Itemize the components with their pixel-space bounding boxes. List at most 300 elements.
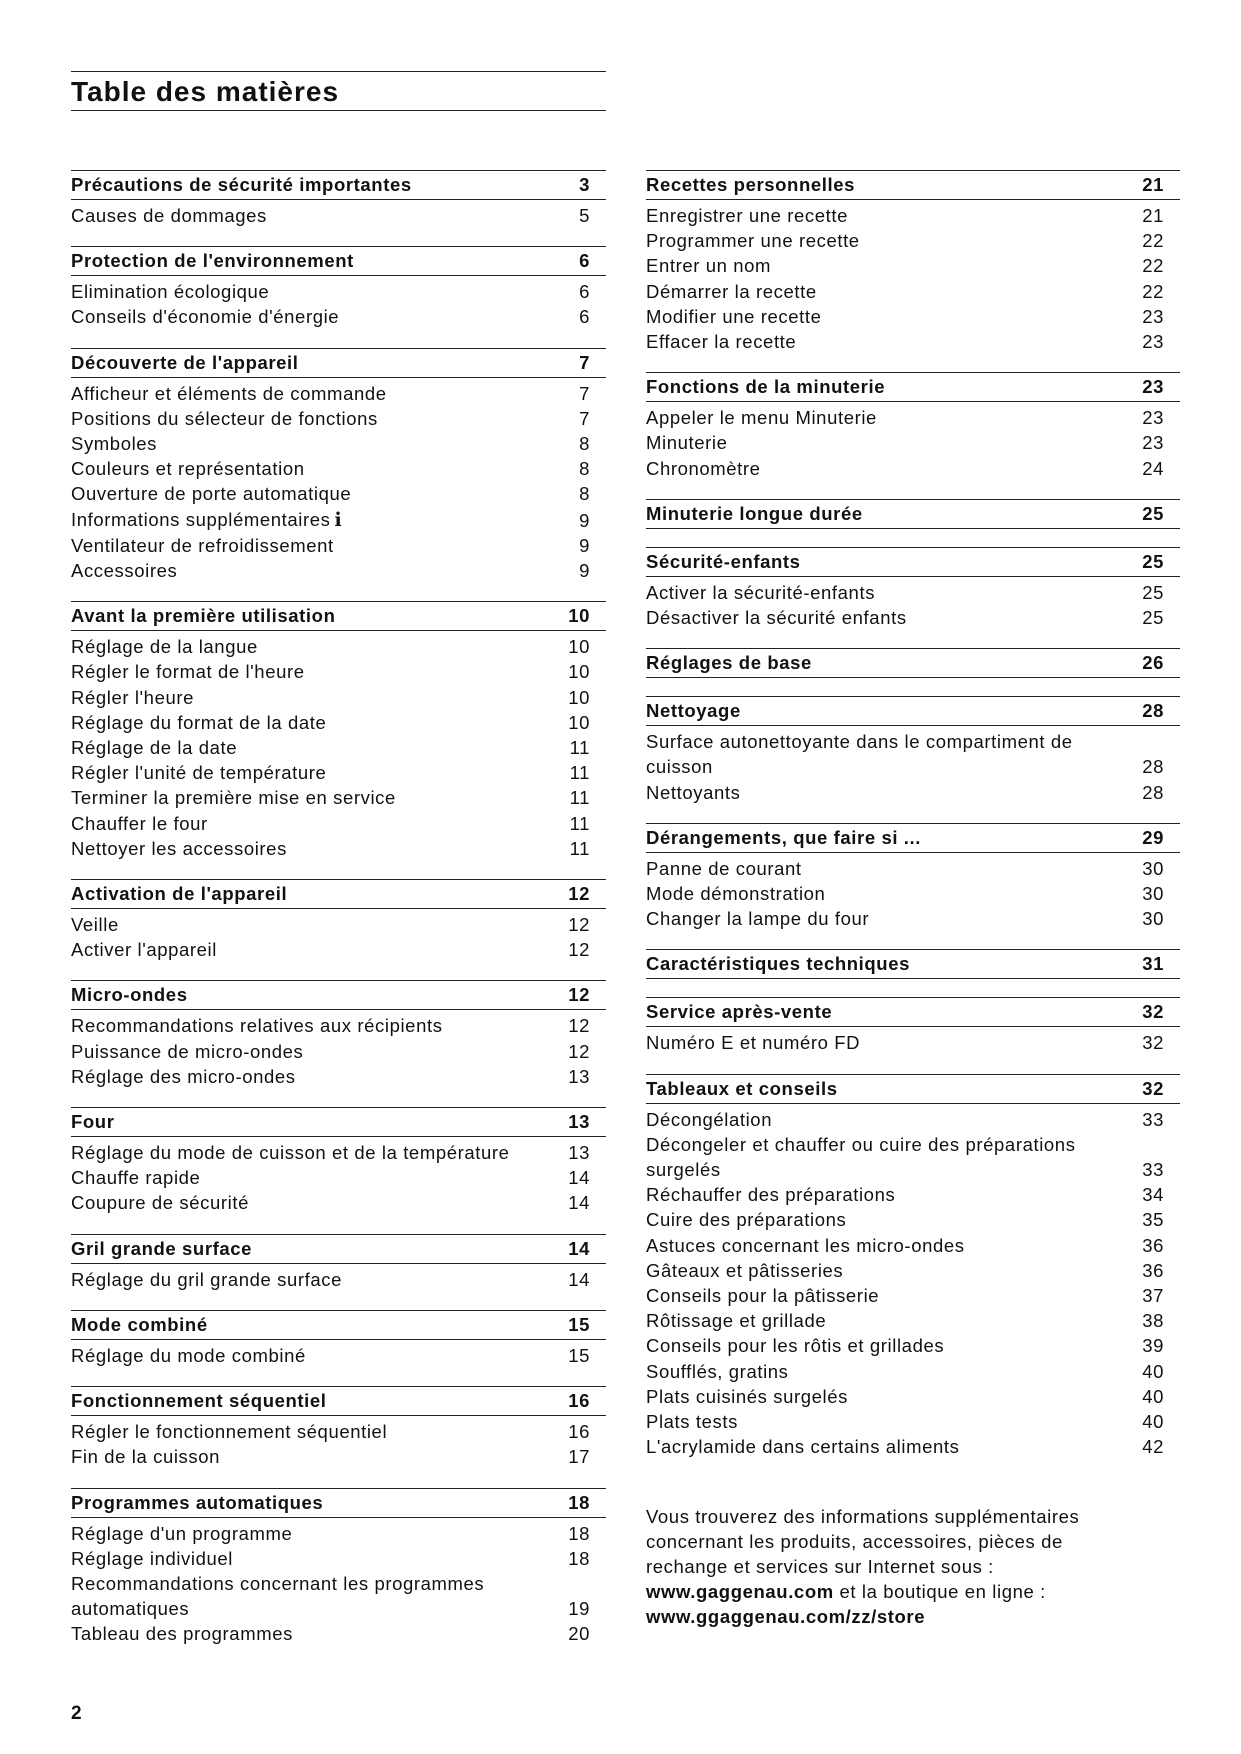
entry-title-wrap xyxy=(646,1434,1138,1459)
toc-section-heading[interactable] xyxy=(646,170,1180,200)
toc-section-heading[interactable] xyxy=(646,547,1180,577)
toc-entry-list xyxy=(71,1340,606,1368)
toc-section-heading[interactable] xyxy=(71,1310,606,1340)
store-link[interactable]: www.ggaggenau.com/zz/store xyxy=(646,1606,926,1628)
toc-entry-list xyxy=(71,378,606,584)
toc-entry[interactable] xyxy=(646,1359,1180,1384)
entry-page-number: 24 xyxy=(1142,457,1164,479)
toc-entry[interactable] xyxy=(646,1434,1180,1459)
toc-entry-list xyxy=(71,276,606,329)
entry-title-wrap xyxy=(646,856,1138,881)
entry-title-wrap xyxy=(71,710,564,735)
entry-page-number: 40 xyxy=(1142,1360,1164,1382)
entry-title-wrap xyxy=(71,937,564,962)
section-page-number: 15 xyxy=(568,1313,590,1335)
entry-title-wrap xyxy=(646,780,1138,805)
section-title: Sécurité-enfants xyxy=(646,550,801,572)
entry-title-wrap xyxy=(71,1140,564,1165)
section-page-number: 16 xyxy=(568,1390,590,1412)
website-link[interactable]: www.gaggenau.com xyxy=(646,1581,834,1603)
toc-section-heading[interactable] xyxy=(646,949,1180,979)
entry-title-wrap xyxy=(646,1207,1138,1232)
toc-entry[interactable] xyxy=(646,329,1180,354)
toc-entry[interactable] xyxy=(71,735,606,760)
toc-entry[interactable] xyxy=(71,1571,606,1621)
toc-entry[interactable] xyxy=(646,605,1180,630)
toc-right-column xyxy=(646,170,1180,1630)
toc-entry-list xyxy=(646,853,1180,932)
toc-section-activation-de-l-appareil xyxy=(71,879,606,962)
toc-section-heading[interactable] xyxy=(71,1488,606,1518)
section-title: Programmes automatiques xyxy=(71,1491,324,1513)
entry-title-wrap xyxy=(646,1409,1138,1434)
entry-page-number: 9 xyxy=(579,509,590,531)
entry-page-number: 37 xyxy=(1142,1285,1164,1307)
toc-entry-list xyxy=(71,1010,606,1089)
entry-page-number: 23 xyxy=(1142,407,1164,429)
toc-entry[interactable] xyxy=(646,729,1180,779)
toc-section-heading[interactable] xyxy=(646,997,1180,1027)
entry-title: Accessoires xyxy=(71,560,178,582)
entry-page-number: 39 xyxy=(1142,1335,1164,1357)
entry-title-wrap xyxy=(646,1132,1138,1182)
toc-section-heading[interactable] xyxy=(71,348,606,378)
entry-title: Décongeler et chauffer ou cuire des préparations surgelés xyxy=(646,1133,1076,1181)
entry-title: Couleurs et représentation xyxy=(71,458,305,480)
toc-entry[interactable] xyxy=(71,1521,606,1546)
entry-page-number: 18 xyxy=(568,1547,590,1569)
entry-title-wrap xyxy=(71,1419,564,1444)
web-info-middle: et la boutique en ligne : xyxy=(839,1581,1046,1603)
toc-entry[interactable] xyxy=(71,659,606,684)
entry-title: Réchauffer des préparations xyxy=(646,1184,896,1206)
toc-entry[interactable] xyxy=(646,1233,1180,1258)
entry-title: Activer l'appareil xyxy=(71,939,217,961)
toc-entry[interactable] xyxy=(71,1621,606,1646)
section-page-number: 31 xyxy=(1142,953,1164,975)
toc-entry[interactable] xyxy=(646,580,1180,605)
entry-title-wrap xyxy=(71,1064,564,1089)
toc-section-fonctionnement-sequentiel xyxy=(71,1386,606,1469)
toc-entry[interactable] xyxy=(71,1140,606,1165)
entry-title: Réglage de la date xyxy=(71,737,238,759)
entry-page-number: 28 xyxy=(1142,781,1164,803)
entry-title: Décongélation xyxy=(646,1108,773,1130)
entry-page-number: 23 xyxy=(1142,305,1164,327)
entry-title: Conseils pour les rôtis et grillades xyxy=(646,1335,945,1357)
entry-title: Appeler le menu Minuterie xyxy=(646,407,877,429)
entry-page-number: 18 xyxy=(568,1522,590,1544)
entry-page-number: 33 xyxy=(1142,1159,1164,1181)
entry-title: Démarrer la recette xyxy=(646,280,817,302)
entry-title-wrap xyxy=(71,1013,564,1038)
entry-title: Tableau des programmes xyxy=(71,1623,293,1645)
entry-page-number: 17 xyxy=(568,1446,590,1468)
entry-page-number: 10 xyxy=(568,661,590,683)
section-page-number: 18 xyxy=(568,1491,590,1513)
toc-section-service-apres-vente xyxy=(646,997,1180,1055)
toc-section-heading[interactable] xyxy=(71,1234,606,1264)
entry-page-number: 42 xyxy=(1142,1436,1164,1458)
entry-title-wrap xyxy=(71,1039,564,1064)
toc-entry[interactable] xyxy=(71,304,606,329)
entry-title: Mode démonstration xyxy=(646,883,826,905)
toc-section-heading[interactable] xyxy=(71,246,606,276)
entry-title: Modifier une recette xyxy=(646,305,822,327)
entry-title: Elimination écologique xyxy=(71,281,270,303)
toc-entry[interactable] xyxy=(71,710,606,735)
toc-entry[interactable] xyxy=(71,1444,606,1469)
toc-left-column xyxy=(71,170,606,1665)
entry-page-number: 19 xyxy=(568,1598,590,1620)
toc-entry[interactable] xyxy=(71,533,606,558)
toc-entry[interactable] xyxy=(646,1283,1180,1308)
entry-title-wrap xyxy=(71,406,564,431)
section-page-number: 32 xyxy=(1142,1077,1164,1099)
entry-title-wrap xyxy=(646,1182,1138,1207)
section-title: Micro-ondes xyxy=(71,984,188,1006)
toc-entry[interactable] xyxy=(646,881,1180,906)
toc-entry[interactable] xyxy=(646,1182,1180,1207)
toc-entry[interactable] xyxy=(71,507,606,533)
toc-entry[interactable] xyxy=(71,1267,606,1292)
entry-page-number: 30 xyxy=(1142,857,1164,879)
entry-page-number: 6 xyxy=(579,306,590,328)
entry-page-number: 38 xyxy=(1142,1310,1164,1332)
section-title: Dérangements, que faire si ... xyxy=(646,826,922,848)
entry-page-number: 40 xyxy=(1142,1411,1164,1433)
toc-entry[interactable] xyxy=(71,811,606,836)
entry-page-number: 25 xyxy=(1142,581,1164,603)
entry-title: Minuterie xyxy=(646,432,728,454)
entry-title: Réglage des micro-ondes xyxy=(71,1065,296,1087)
toc-section-derangements-que-faire-si xyxy=(646,823,1180,932)
entry-title: Enregistrer une recette xyxy=(646,205,848,226)
toc-entry[interactable] xyxy=(646,1384,1180,1409)
entry-title-wrap xyxy=(71,456,564,481)
page-title: Table des matières xyxy=(71,76,340,107)
entry-title-wrap xyxy=(71,203,564,228)
toc-entry-list xyxy=(646,200,1180,354)
toc-entry[interactable] xyxy=(71,1165,606,1190)
entry-page-number: 8 xyxy=(579,458,590,480)
entry-title: Ventilateur de refroidissement xyxy=(71,534,334,556)
toc-entry[interactable] xyxy=(646,279,1180,304)
toc-entry[interactable] xyxy=(646,1258,1180,1283)
toc-section-securite-enfants xyxy=(646,547,1180,630)
entry-title-wrap xyxy=(71,634,564,659)
entry-page-number: 23 xyxy=(1142,331,1164,353)
section-page-number: 32 xyxy=(1142,1001,1164,1023)
toc-entry[interactable] xyxy=(646,1107,1180,1132)
section-title: Caractéristiques techniques xyxy=(646,953,910,975)
entry-title-wrap xyxy=(646,729,1138,779)
toc-entry[interactable] xyxy=(71,912,606,937)
entry-page-number: 25 xyxy=(1142,607,1164,629)
toc-section-heading[interactable] xyxy=(646,823,1180,853)
section-page-number: 25 xyxy=(1142,550,1164,572)
entry-title-wrap xyxy=(71,304,564,329)
toc-entry[interactable] xyxy=(646,906,1180,931)
toc-section-heading[interactable] xyxy=(646,499,1180,529)
section-title: Activation de l'appareil xyxy=(71,883,288,905)
toc-entry-list xyxy=(646,1104,1180,1460)
entry-title: Plats cuisinés surgelés xyxy=(646,1385,848,1407)
toc-entry[interactable] xyxy=(646,1030,1180,1055)
toc-entry[interactable] xyxy=(646,304,1180,329)
toc-section-heading[interactable] xyxy=(71,980,606,1010)
toc-entry[interactable] xyxy=(71,760,606,785)
toc-section-precautions-de-securite-importantes xyxy=(71,170,606,228)
toc-entry[interactable] xyxy=(71,203,606,228)
entry-page-number: 7 xyxy=(579,382,590,404)
toc-section-heading[interactable] xyxy=(71,170,606,200)
entry-title: Réglage du mode combiné xyxy=(71,1344,306,1366)
entry-page-number: 28 xyxy=(1142,756,1164,778)
entry-title-wrap xyxy=(646,1258,1138,1283)
entry-title: Effacer la recette xyxy=(646,331,797,353)
toc-section-tableaux-et-conseils xyxy=(646,1074,1180,1460)
toc-entry[interactable] xyxy=(71,481,606,506)
entry-page-number: 14 xyxy=(568,1167,590,1189)
toc-section-heading[interactable] xyxy=(646,648,1180,678)
section-page-number: 25 xyxy=(1142,502,1164,524)
toc-entry[interactable] xyxy=(71,1343,606,1368)
section-page-number: 26 xyxy=(1142,652,1164,674)
entry-page-number: 10 xyxy=(568,686,590,708)
entry-title: Coupure de sécurité xyxy=(71,1192,249,1214)
toc-entry[interactable] xyxy=(71,1013,606,1038)
entry-title-wrap xyxy=(646,1359,1138,1384)
toc-entry[interactable] xyxy=(71,431,606,456)
entry-title-wrap xyxy=(71,1546,564,1571)
section-title: Découverte de l'appareil xyxy=(71,351,299,373)
entry-page-number: 30 xyxy=(1142,883,1164,905)
toc-section-heading[interactable] xyxy=(71,1386,606,1416)
entry-title: Chauffe rapide xyxy=(71,1167,201,1189)
toc-section-heading[interactable] xyxy=(646,372,1180,402)
section-title: Fonctions de la minuterie xyxy=(646,376,886,398)
entry-title-wrap xyxy=(646,605,1138,630)
entry-title: Régler l'heure xyxy=(71,686,194,708)
entry-title-wrap xyxy=(646,1107,1138,1132)
section-page-number: 21 xyxy=(1142,174,1164,195)
section-page-number: 14 xyxy=(568,1237,590,1259)
toc-entry[interactable] xyxy=(646,1308,1180,1333)
toc-entry-list xyxy=(646,402,1180,481)
section-page-number: 28 xyxy=(1142,700,1164,722)
title-bar xyxy=(71,71,606,111)
entry-title-wrap xyxy=(71,1190,564,1215)
toc-entry[interactable] xyxy=(646,405,1180,430)
toc-entry[interactable] xyxy=(71,558,606,583)
entry-title: Cuire des préparations xyxy=(646,1209,847,1231)
entry-title: Régler le fonctionnement séquentiel xyxy=(71,1421,388,1443)
entry-title-wrap xyxy=(71,558,564,583)
entry-page-number: 11 xyxy=(569,762,590,784)
section-page-number: 3 xyxy=(579,174,590,195)
entry-page-number: 11 xyxy=(569,787,590,809)
entry-title-wrap xyxy=(71,533,564,558)
section-title: Mode combiné xyxy=(71,1313,208,1335)
entry-title-wrap xyxy=(646,1030,1138,1055)
section-title: Réglages de base xyxy=(646,652,812,674)
entry-page-number: 33 xyxy=(1142,1108,1164,1130)
toc-section-protection-de-l-environnement xyxy=(71,246,606,329)
toc-section-recettes-personnelles xyxy=(646,170,1180,354)
section-title: Four xyxy=(71,1111,115,1133)
entry-page-number: 36 xyxy=(1142,1234,1164,1256)
entry-title: Positions du sélecteur de fonctions xyxy=(71,407,378,429)
toc-entry[interactable] xyxy=(71,836,606,861)
toc-entry[interactable] xyxy=(71,1039,606,1064)
section-page-number: 29 xyxy=(1142,826,1164,848)
toc-entry[interactable] xyxy=(71,785,606,810)
entry-title: Numéro E et numéro FD xyxy=(646,1032,861,1054)
entry-page-number: 30 xyxy=(1142,908,1164,930)
toc-entry[interactable] xyxy=(646,1132,1180,1182)
toc-entry[interactable] xyxy=(646,228,1180,253)
entry-title-wrap xyxy=(71,1621,564,1646)
toc-section-four xyxy=(71,1107,606,1216)
entry-title: Astuces concernant les micro-ondes xyxy=(646,1234,965,1256)
toc-entry-list xyxy=(71,200,606,228)
toc-entry[interactable] xyxy=(646,430,1180,455)
entry-title: Réglage du mode de cuisson et de la température xyxy=(71,1142,510,1164)
toc-entry[interactable] xyxy=(71,1419,606,1444)
entry-title-wrap xyxy=(646,329,1138,354)
entry-page-number: 10 xyxy=(568,636,590,658)
toc-entry-list xyxy=(71,1416,606,1469)
entry-title-wrap xyxy=(646,881,1138,906)
entry-title-wrap xyxy=(71,760,564,785)
entry-page-number: 7 xyxy=(579,407,590,429)
toc-entry-list xyxy=(71,631,606,861)
toc-entry[interactable] xyxy=(646,1409,1180,1434)
info-icon: i xyxy=(334,508,343,531)
entry-title-wrap xyxy=(646,906,1138,931)
entry-title: Symboles xyxy=(71,433,158,455)
toc-entry[interactable] xyxy=(646,456,1180,481)
entry-page-number: 13 xyxy=(568,1065,590,1087)
section-page-number: 23 xyxy=(1142,376,1164,398)
toc-entry-list xyxy=(646,577,1180,630)
entry-title-wrap xyxy=(646,279,1138,304)
toc-entry[interactable] xyxy=(646,203,1180,228)
entry-title-wrap xyxy=(646,430,1138,455)
section-title: Avant la première utilisation xyxy=(71,605,336,627)
entry-page-number: 14 xyxy=(568,1192,590,1214)
page-number: 2 xyxy=(71,1703,82,1724)
entry-title-wrap xyxy=(646,405,1138,430)
toc-entry[interactable] xyxy=(646,253,1180,278)
entry-title: Chronomètre xyxy=(646,457,761,479)
section-title: Gril grande surface xyxy=(71,1237,253,1259)
toc-section-gril-grande-surface xyxy=(71,1234,606,1292)
toc-entry[interactable] xyxy=(71,634,606,659)
toc-entry[interactable] xyxy=(71,1064,606,1089)
toc-entry[interactable] xyxy=(646,1333,1180,1358)
toc-section-caracteristiques-techniques xyxy=(646,949,1180,979)
entry-page-number: 12 xyxy=(568,1015,590,1037)
section-title: Précautions de sécurité importantes xyxy=(71,174,412,195)
web-info-text: Vous trouverez des informations supplémentaires concernant les produits, accessoires, pièces de rechange et services sur Internet sous : xyxy=(646,1505,1080,1577)
toc-section-heading[interactable] xyxy=(646,696,1180,726)
toc-section-heading[interactable] xyxy=(71,1107,606,1137)
entry-title-wrap xyxy=(71,1571,564,1621)
toc-entry[interactable] xyxy=(71,279,606,304)
entry-page-number: 8 xyxy=(579,433,590,455)
entry-title-wrap xyxy=(71,1165,564,1190)
entry-page-number: 12 xyxy=(568,939,590,961)
toc-entry[interactable] xyxy=(71,381,606,406)
toc-entry[interactable] xyxy=(71,456,606,481)
entry-page-number: 14 xyxy=(568,1268,590,1290)
toc-entry-list xyxy=(646,1027,1180,1055)
toc-section-heading[interactable] xyxy=(71,601,606,631)
toc-section-heading[interactable] xyxy=(71,879,606,909)
section-page-number: 10 xyxy=(568,605,590,627)
entry-title-wrap xyxy=(71,1521,564,1546)
toc-entry[interactable] xyxy=(646,1207,1180,1232)
toc-entry[interactable] xyxy=(71,406,606,431)
entry-title: Réglage de la langue xyxy=(71,636,258,658)
entry-page-number: 8 xyxy=(579,483,590,505)
toc-entry[interactable] xyxy=(71,937,606,962)
entry-page-number: 11 xyxy=(569,812,590,834)
entry-title: Conseils d'économie d'énergie xyxy=(71,306,340,328)
entry-title: Activer la sécurité-enfants xyxy=(646,581,876,603)
entry-title-wrap xyxy=(646,253,1138,278)
entry-title: Terminer la première mise en service xyxy=(71,787,396,809)
entry-title-wrap xyxy=(71,912,564,937)
entry-page-number: 12 xyxy=(568,1040,590,1062)
toc-entry[interactable] xyxy=(71,685,606,710)
toc-right-sections xyxy=(646,170,1180,1460)
toc-entry-list xyxy=(71,1518,606,1647)
entry-page-number: 13 xyxy=(568,1142,590,1164)
toc-section-decouverte-de-l-appareil xyxy=(71,348,606,584)
entry-title: Veille xyxy=(71,914,119,936)
toc-entry[interactable] xyxy=(71,1190,606,1215)
toc-section-micro-ondes xyxy=(71,980,606,1089)
toc-section-heading[interactable] xyxy=(646,1074,1180,1104)
entry-title: Afficheur et éléments de commande xyxy=(71,382,387,404)
toc-section-reglages-de-base xyxy=(646,648,1180,678)
toc-section-nettoyage xyxy=(646,696,1180,805)
entry-title: Régler le format de l'heure xyxy=(71,661,305,683)
entry-title-wrap xyxy=(71,685,564,710)
section-page-number: 7 xyxy=(579,351,590,373)
entry-title: Soufflés, gratins xyxy=(646,1360,789,1382)
entry-title-wrap xyxy=(646,228,1138,253)
entry-title: Programmer une recette xyxy=(646,230,860,252)
entry-title: Entrer un nom xyxy=(646,255,772,277)
entry-page-number: 34 xyxy=(1142,1184,1164,1206)
entry-title: Nettoyer les accessoires xyxy=(71,837,287,859)
entry-title: Changer la lampe du four xyxy=(646,908,870,930)
toc-entry[interactable] xyxy=(646,856,1180,881)
entry-title-wrap xyxy=(71,1444,564,1469)
entry-page-number: 22 xyxy=(1142,280,1164,302)
toc-entry[interactable] xyxy=(646,780,1180,805)
entry-title-wrap xyxy=(646,580,1138,605)
entry-title-wrap xyxy=(646,1333,1138,1358)
section-page-number: 12 xyxy=(568,984,590,1006)
entry-title: Rôtissage et grillade xyxy=(646,1310,827,1332)
entry-title-wrap xyxy=(646,456,1138,481)
toc-entry[interactable] xyxy=(71,1546,606,1571)
